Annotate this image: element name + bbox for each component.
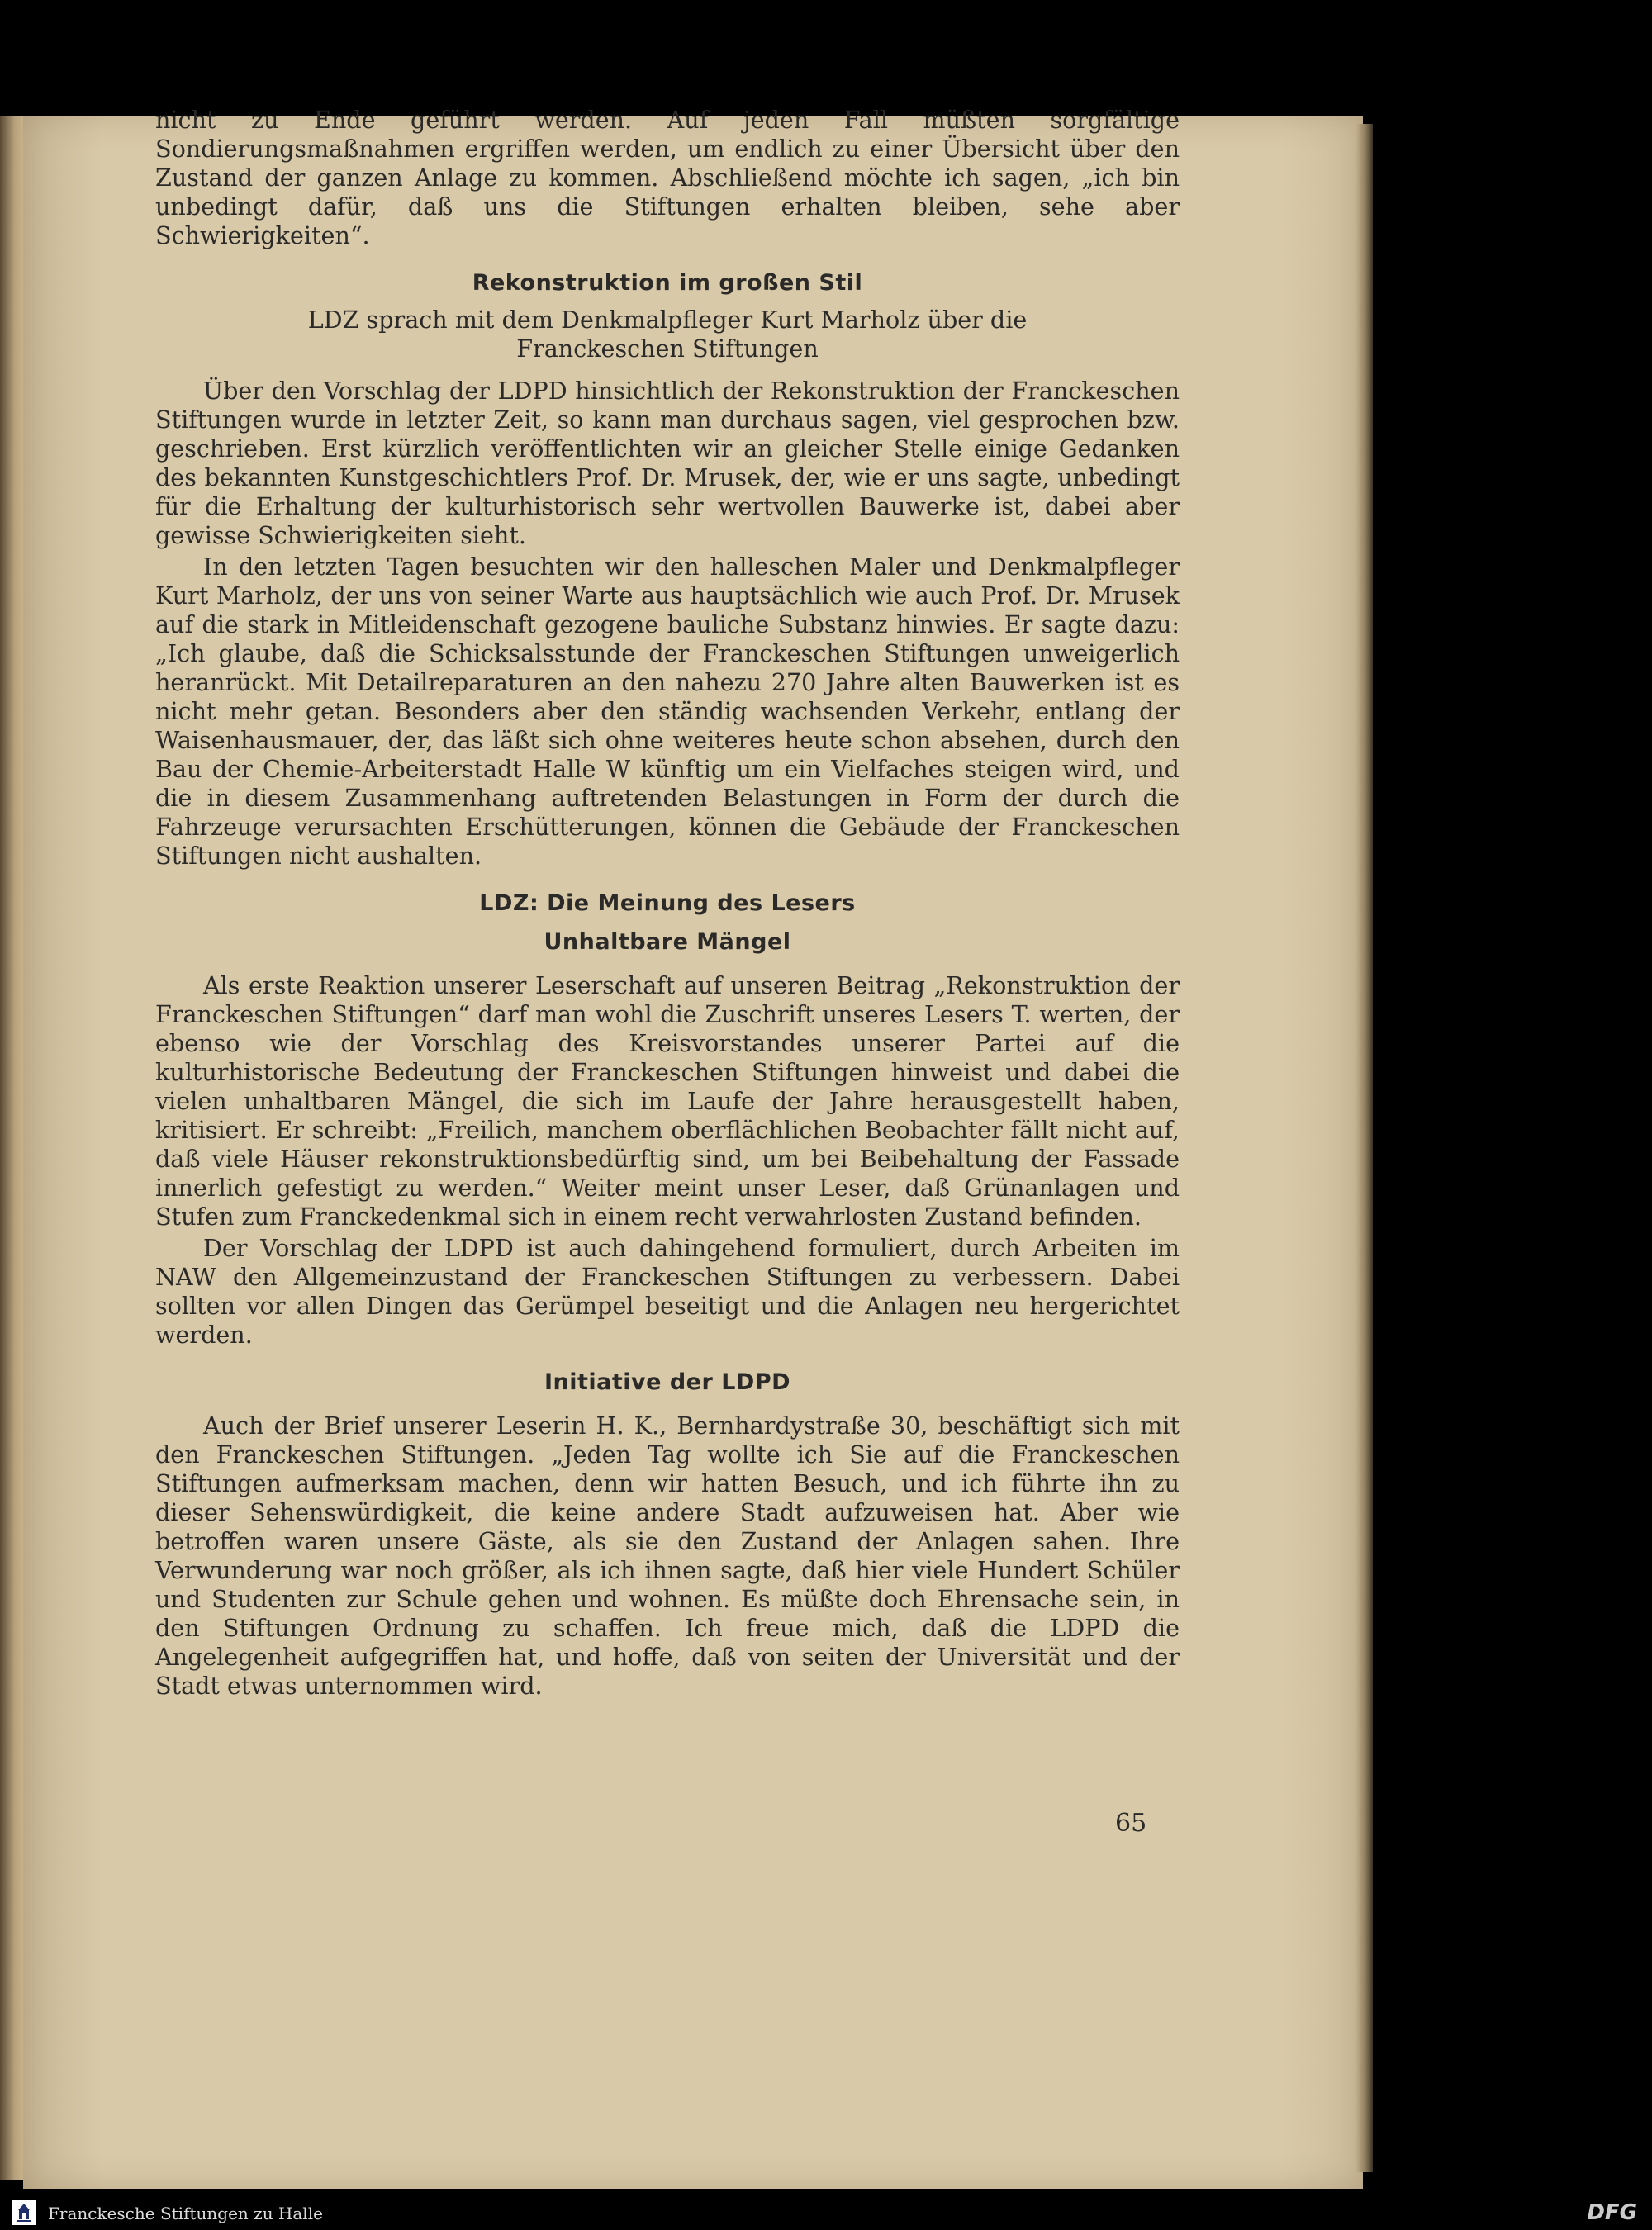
institution-logo-icon xyxy=(12,2200,36,2225)
heading-initiative: Initiative der LDPD xyxy=(544,1369,791,1395)
heading-rekonstruktion: Rekonstruktion im großen Stil xyxy=(472,270,863,296)
previous-page-edge xyxy=(0,116,25,2180)
heading-maengel: Unhaltbare Mängel xyxy=(544,929,791,955)
dfg-logo: DFG xyxy=(1587,2200,1637,2225)
institution-link[interactable]: Franckesche Stiftungen zu Halle xyxy=(48,2204,323,2223)
page-fore-edge xyxy=(1355,124,1373,2172)
paragraph-continuation: nicht zu Ende geführt werden. Auf jeden Fall müßten sorgfältige Sondierungsmaßnahmen ergriffen werden, um endlich zu einer Übersicht über den Zustand der ganzen Anlage zu kommen. Abschließend möchte ich sagen, „ich bin unbedingt dafür, daß uns die Stiftungen erhalten bleiben, sehe aber Schwierigkeiten“. xyxy=(155,106,1180,249)
paragraph-marholz: In den letzten Tagen besuchten wir den halleschen Maler und Denkmalpfleger Kurt Marholz, der uns von seiner Warte aus hauptsächlich wie auch Prof. Dr. Mrusek auf die stark in Mitleidenschaft gezogene bauliche Substanz hinwies. Er sagte dazu: „Ich glaube, daß die Schicksalsstunde der Franckeschen Stiftungen unweigerlich heranrückt. Mit Detailreparaturen an den nahezu 270 Jahre alten Bauwerken ist es nicht mehr getan. Besonders aber den ständig wachsenden Verkehr, entlang der Waisenhausmauer, der, das läßt sich ohne weiteres heute schon absehen, durch den Bau der Chemie-Arbeiterstadt Halle W künftig um ein Vielfaches steigen wird, und die in diesem Zusammenhang auftretenden Belastungen in Form der durch die Fahrzeuge verursachten Erschütterungen, können die Gebäude der Franckeschen Stiftungen nicht aushalten. xyxy=(155,553,1180,870)
subheading-line-2: Franckeschen Stiftungen xyxy=(516,334,819,363)
page-text xyxy=(155,106,1180,1701)
viewer-footer xyxy=(0,2195,1652,2230)
subheading-line-1: LDZ sprach mit dem Denkmalpfleger Kurt Marholz über die xyxy=(307,306,1028,334)
heading-meinung: LDZ: Die Meinung des Lesers xyxy=(479,890,856,916)
page-number: 65 xyxy=(1115,1809,1147,1838)
paragraph-vorschlag: Über den Vorschlag der LDPD hinsichtlich der Rekonstruktion der Franckeschen Stiftungen wurde in letzter Zeit, so kann man durchaus sagen, viel gesprochen bzw. geschrieben. Erst kürzlich veröffentlichten wir an gleicher Stelle einige Gedanken des bekannten Kunstgeschichtlers Prof. Dr. Mrusek, der, wie er uns sagte, unbedingt für die Erhaltung der kulturhistorisch sehr wertvollen Bauwerke ist, dabei aber gewisse Schwierigkeiten sieht. xyxy=(155,377,1180,549)
paragraph-brief: Auch der Brief unserer Leserin H. K., Bernhardystraße 30, beschäftigt sich mit den Franckeschen Stiftungen. „Jeden Tag wollte ich Sie auf die Franckeschen Stiftungen aufmerksam machen, denn wir hatten Besuch, und ich führte ihn zu dieser Sehenswürdigkeit, die keine andere Stadt aufzuweisen hat. Aber wie betroffen waren unsere Gäste, als sie den Zustand der Anlagen sahen. Ihre Verwunderung war noch größer, als ich ihnen sagte, daß hier viele Hundert Schüler und Studenten zur Schule gehen und wohnen. Es müßte doch Ehrensache sein, in den Stiftungen Ordnung zu schaffen. Ich freue mich, daß die LDPD die Angelegenheit aufgegriffen hat, und hoffe, daß von seiten der Universität und der Stadt etwas unternommen wird. xyxy=(155,1412,1180,1700)
paragraph-reaktion: Als erste Reaktion unserer Leserschaft auf unseren Beitrag „Rekonstruktion der Franckeschen Stiftungen“ darf man wohl die Zuschrift unseres Lesers T. werten, der ebenso wie der Vorschlag des Kreisvorstandes unserer Partei auf die kulturhistorische Bedeutung der Franckeschen Stiftungen hinweist und dabei die vielen unhaltbaren Mängel, die sich im Laufe der Jahre herausgestellt haben, kritisiert. Er schreibt: „Freilich, manchem oberflächlichen Beobachter fällt nicht auf, daß viele Häuser rekonstruktionsbedürftig sind, um bei Beibehaltung der Fassade innerlich gefestigt zu werden.“ Weiter meint unser Leser, daß Grünanlagen und Stufen zum Franckedenkmal sich in einem recht verwahrlosten Zustand befinden. xyxy=(155,971,1180,1231)
paragraph-naw: Der Vorschlag der LDPD ist auch dahingehend formuliert, durch Arbeiten im NAW den Allgemeinzustand der Franckeschen Stiftungen zu verbessern. Dabei sollten vor allen Dingen das Gerümpel beseitigt und die Anlagen neu hergerichtet werden. xyxy=(155,1234,1180,1349)
